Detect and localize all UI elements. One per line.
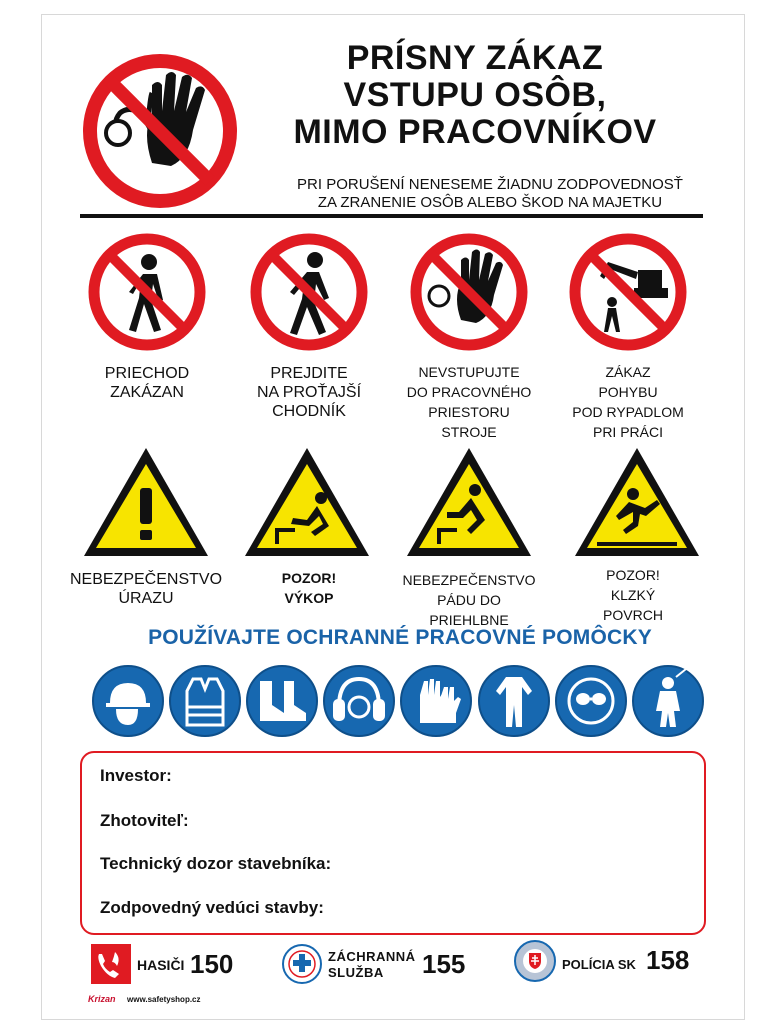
label-line: POHYBU <box>598 384 658 400</box>
label-other-sidewalk <box>239 364 379 421</box>
gloves-icon <box>400 665 472 737</box>
goggles-icon <box>555 665 627 737</box>
supervision-label: Technický dozor stavebníka: <box>100 854 332 873</box>
label-line: NEBEZPEČENSTVO <box>69 571 223 588</box>
label-line: PRIESTORU <box>428 404 510 420</box>
title-line-1: PRÍSNY ZÁKAZ <box>346 39 604 77</box>
fall-warning-icon <box>403 444 535 560</box>
label-line: PÁDU DO <box>437 592 501 608</box>
label-line: STROJE <box>441 424 497 440</box>
label-line: POVRCH <box>603 607 663 623</box>
label-fall <box>393 570 545 630</box>
label-line: PRI PRÁCI <box>592 424 663 440</box>
label-line: NEBEZPEČENSTVO <box>402 572 536 588</box>
label-line: NEVSTUPUJTE <box>418 364 520 380</box>
boots-icon <box>246 665 318 737</box>
label-line: KLZKÝ <box>610 587 656 603</box>
police-emblem-icon <box>513 939 557 983</box>
fire-label: HASIČI <box>137 957 185 973</box>
fire-number: 150 <box>190 949 234 979</box>
label-line: ÚRAZU <box>118 590 174 607</box>
no-excavator-icon <box>568 232 688 352</box>
subtitle <box>260 176 720 212</box>
label-line: PRIEHLBNE <box>429 612 509 628</box>
contractor-label: Zhotoviteľ: <box>100 811 189 830</box>
vest-icon <box>169 665 241 737</box>
exclamation-warning-icon <box>80 444 212 560</box>
rescue-number: 155 <box>422 949 466 979</box>
label-excavation <box>241 568 377 608</box>
ear-protection-icon <box>323 665 395 737</box>
no-entry-hand-icon <box>82 53 238 209</box>
no-entry-hand-small-icon <box>409 232 529 352</box>
helmet-icon <box>92 665 164 737</box>
slippery-warning-icon <box>571 444 703 560</box>
rescue-service-icon <box>281 943 323 985</box>
rescue-label-line-2: SLUŽBA <box>328 965 384 980</box>
harness-icon <box>632 665 704 737</box>
title-line-3: MIMO PRACOVNÍKOV <box>293 113 657 151</box>
divider <box>80 214 703 218</box>
overall-icon <box>478 665 550 737</box>
label-no-machine-area <box>399 362 539 442</box>
excavation-warning-icon <box>241 444 373 560</box>
no-pedestrian-icon <box>87 232 207 352</box>
fire-phone-icon <box>91 944 131 984</box>
label-line: ZAKÁZAN <box>110 384 184 401</box>
label-line: VÝKOP <box>284 590 334 606</box>
label-line: PRIECHOD <box>104 365 190 382</box>
label-line: CHODNÍK <box>272 403 346 420</box>
rescue-label <box>328 949 416 981</box>
title-line-2: VSTUPU OSÔB, <box>343 76 607 114</box>
ppe-heading: POUŽÍVAJTE OCHRANNÉ PRACOVNÉ POMÔCKY <box>148 626 652 649</box>
label-no-passage <box>87 364 207 402</box>
label-line: POZOR! <box>281 570 337 586</box>
investor-label: Investor: <box>100 766 172 785</box>
label-line: POD RYPADLOM <box>572 404 684 420</box>
brand-logo: Krizan <box>88 994 116 1004</box>
label-line: POZOR! <box>606 567 660 583</box>
manager-label: Zodpovedný vedúci stavby: <box>100 898 324 917</box>
label-line: PREJDITE <box>270 365 348 382</box>
label-line: DO PRACOVNÉHO <box>406 384 532 400</box>
label-line: NA PROŤAJŠÍ <box>256 384 362 401</box>
subtitle-line-1: PRI PORUŠENÍ NENESEME ŽIADNU ZODPOVEDNOSŤ <box>297 176 683 193</box>
label-no-excavator <box>558 362 698 442</box>
label-line: ZÁKAZ <box>605 364 651 380</box>
label-injury <box>60 570 232 608</box>
subtitle-line-2: ZA ZRANENIE OSÔB ALEBO ŠKOD NA MAJETKU <box>317 194 663 211</box>
no-walking-icon <box>249 232 369 352</box>
rescue-label-line-1: ZÁCHRANNÁ <box>328 949 416 964</box>
police-label: POLÍCIA SK <box>562 957 636 972</box>
label-slippery <box>567 565 699 625</box>
police-number: 158 <box>646 945 690 975</box>
main-title <box>240 40 710 151</box>
footer-url[interactable]: www.safetyshop.cz <box>127 995 201 1004</box>
